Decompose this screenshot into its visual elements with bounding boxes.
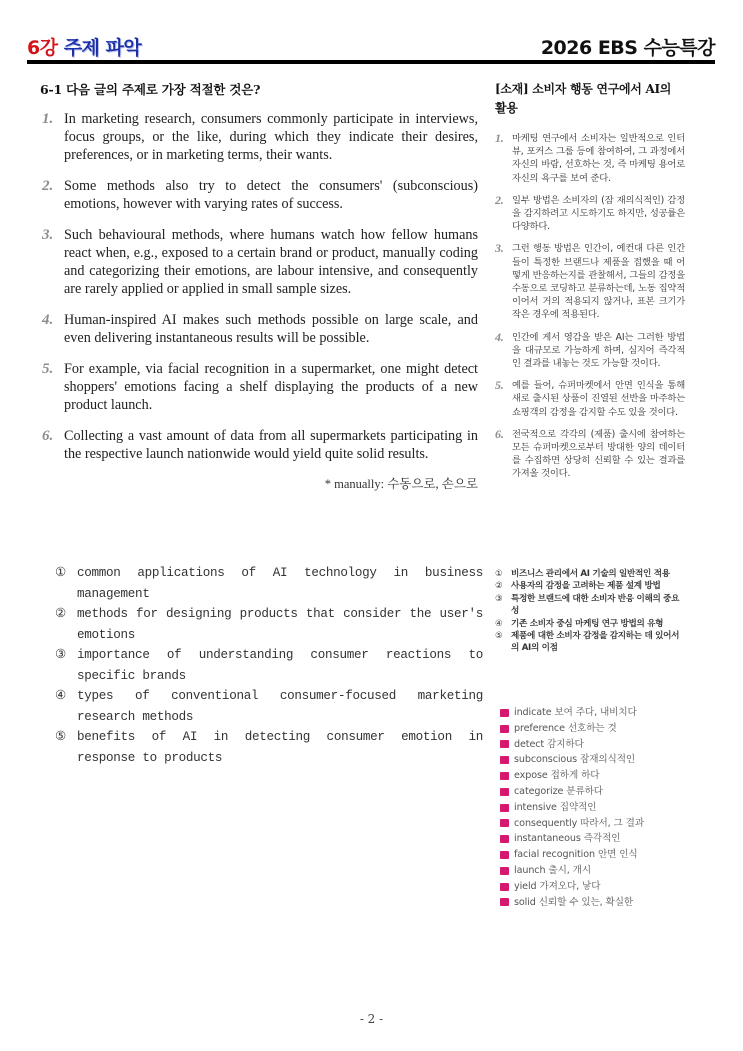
sentence-text: Human-inspired AI makes such methods possible on large scale, and even delivering instantaneous results will be possible.: [64, 312, 478, 346]
sentence-number: 5.: [495, 378, 504, 393]
lesson-topic: 주제 파악: [57, 37, 142, 59]
square-bullet-icon: [500, 883, 509, 891]
sentence-text: 예를 들어, 슈퍼마켓에서 안면 인식을 통해 새로 출시된 상품이 진열된 선반을 마주하는 쇼핑객의 감정을 감지할 수도 있을 것이다.: [512, 380, 685, 418]
passage-sentence-1: [40, 110, 478, 164]
option-text: 사용자의 감정을 고려하는 제품 설계 방법: [511, 581, 661, 592]
translated-option-5: [495, 630, 685, 655]
square-bullet-icon: [500, 867, 509, 875]
vocab-meaning: 즉각적인: [583, 833, 621, 845]
vocab-meaning: 집약적인: [559, 801, 597, 813]
square-bullet-icon: [500, 709, 509, 717]
sentence-number: 2.: [495, 192, 504, 207]
sentence-text: 전국적으로 각각의 (제품) 출시에 참여하는 모든 슈퍼마켓으로부터 방대한 양의 데이터를 수집하면 상당히 신뢰할 수 있는 결과를 가져올 것이다.: [512, 428, 685, 480]
sentence-text: Such behavioural methods, where humans watch how fellow humans react when, e.g., exposed to a certain brand or product, manually coding and categorizing their emotions, are labour intensive, and consequently are rarely applied or applied in small sample sizes.: [64, 227, 478, 297]
option-text: 기존 소비자 중심 마케팅 연구 방법의 유형: [511, 618, 664, 629]
option-text: types of conventional consumer-focused marketing research methods: [77, 689, 483, 724]
square-bullet-icon: [500, 725, 509, 733]
question-prompt: 6-1 다음 글의 주제로 가장 적절한 것은?: [40, 82, 261, 97]
translation-sentence-2: [495, 194, 685, 234]
passage-sentence-4: [40, 311, 478, 347]
vocab-item: [500, 705, 700, 721]
sentence-number: 1.: [42, 111, 54, 127]
lesson-title: [27, 33, 483, 60]
sentence-text: Some methods also try to detect the consumers' (subconscious) emotions, however with varying rates of success.: [64, 178, 478, 212]
answer-option-4[interactable]: [55, 686, 483, 727]
sentence-text: 그런 행동 방법은 인간이, 예컨대 다른 인간들이 특정한 브랜드나 제품을 접했을 때 어떻게 반응하는지를 관찰해서, 그들의 감정을 수동으로 코딩하고 분류하는데, 노동 집약적이어서 거의 적용되지 않거나, 표본 크기가 작은 경우에 적용된다.: [512, 243, 685, 321]
option-marker: ①: [55, 566, 66, 580]
sentence-text: 마케팅 연구에서 소비자는 일반적으로 인터뷰, 포커스 그룹 등에 참여하여, 그 과정에서 자신의 바람, 선호하는 것, 즉 마케팅 용어로 자신의 욕구를 보여 준다.: [512, 133, 685, 184]
vocab-word: launch: [514, 864, 546, 876]
sentence-number: 3.: [42, 227, 54, 243]
vocab-item: [500, 721, 700, 737]
passage-sentence-3: [40, 226, 478, 298]
answer-option-3[interactable]: [55, 645, 483, 686]
translated-option-3: [495, 593, 685, 618]
sentence-number: 6.: [495, 426, 504, 441]
option-text: methods for designing products that consider the user's emotions: [77, 607, 483, 642]
sentence-number: 2.: [42, 178, 54, 194]
sentence-number: 4.: [495, 329, 504, 344]
sentence-text: 인간에 게서 영감을 받은 AI는 그러한 방법을 대규모로 가능하게 하며, 심지어 즉각적인 결과를 내놓는 것도 가능할 것이다.: [512, 331, 685, 370]
translation-sentence-5: [495, 379, 685, 419]
passage-column: [40, 80, 478, 492]
vocab-meaning: 잠재의식적인: [580, 754, 636, 766]
option-marker: ⑤: [495, 631, 503, 642]
vocab-word: indicate: [514, 707, 552, 718]
translation-column: [495, 80, 685, 490]
vocab-word: categorize: [514, 785, 564, 797]
vocab-item: [500, 863, 700, 879]
sentence-number: 3.: [495, 241, 504, 256]
sentence-number: 1.: [495, 131, 504, 145]
sentence-number: 4.: [42, 312, 54, 328]
vocab-meaning: 보여 주다, 내비치다: [554, 707, 637, 718]
vocab-word: consequently: [514, 817, 578, 829]
vocab-item: [500, 831, 700, 847]
vocab-item: [500, 768, 700, 784]
vocabulary-list: [500, 705, 700, 910]
option-marker: ②: [55, 607, 66, 621]
translated-option-2: [495, 580, 685, 592]
vocab-word: facial recognition: [514, 849, 595, 861]
vocab-item: [500, 847, 700, 863]
square-bullet-icon: [500, 788, 509, 796]
sentence-number: 5.: [42, 361, 54, 377]
translation-sentence-4: [495, 331, 685, 371]
answer-option-5[interactable]: [55, 727, 483, 768]
footnote: * manually: 수동으로, 손으로: [324, 477, 478, 491]
vocab-word: intensive: [514, 801, 557, 813]
book-header: [483, 33, 715, 63]
vocab-item: [500, 800, 700, 816]
translation-sentence-3: [495, 242, 685, 321]
answer-option-1[interactable]: [55, 563, 483, 604]
square-bullet-icon: [500, 740, 509, 748]
option-text: importance of understanding consumer reactions to specific brands: [77, 648, 483, 683]
option-text: common applications of AI technology in business management: [77, 566, 483, 601]
vocab-item: [500, 816, 700, 832]
vocab-meaning: 선호하는 것: [567, 722, 617, 734]
option-marker: ④: [495, 618, 503, 629]
vocab-word: yield: [514, 880, 537, 892]
vocab-item: [500, 737, 700, 753]
sentence-text: In marketing research, consumers commonly participate in interviews, focus groups, or the like, during which they indicate their desires, preferences, or in marketing terms, their wants.: [64, 111, 478, 163]
option-marker: ⑤: [55, 730, 66, 744]
vocab-word: preference: [514, 722, 565, 734]
translated-option-1: [495, 568, 685, 580]
square-bullet-icon: [500, 772, 509, 780]
square-bullet-icon: [500, 819, 509, 827]
option-marker: ①: [495, 569, 503, 579]
lesson-number: 6강: [27, 37, 58, 59]
option-marker: ②: [495, 581, 503, 592]
vocab-item: [500, 784, 700, 800]
translation-sentence-6: [495, 428, 685, 481]
vocab-item: [500, 895, 700, 911]
option-text: 특정한 브랜드에 대한 소비자 반응 이해의 중요성: [511, 593, 680, 617]
translated-option-4: [495, 618, 685, 630]
header-rule: [27, 60, 715, 64]
sentence-text: Collecting a vast amount of data from all supermarkets participating in the respective launch nationwide would yield quite solid results.: [64, 428, 478, 462]
option-text: benefits of AI in detecting consumer emotion in response to products: [77, 730, 483, 765]
answer-option-2[interactable]: [55, 604, 483, 645]
square-bullet-icon: [500, 898, 509, 906]
square-bullet-icon: [500, 851, 509, 859]
vocab-word: subconscious: [514, 754, 578, 766]
option-marker: ③: [495, 593, 503, 604]
option-text: 비즈니스 관리에서 AI 기술의 일반적인 적용: [511, 569, 670, 579]
option-text: 제품에 대한 소비자 감정을 감지하는 데 있어서의 AI의 이점: [511, 631, 680, 654]
page-number: - 2 -: [359, 1012, 384, 1026]
book-title: 2026 EBS 수능특강: [540, 37, 715, 59]
sentence-text: 일부 방법은 소비자의 (잠 재의식적인) 감정을 감지하려고 시도하기도 하지만, 성공률은 다양하다.: [512, 194, 685, 233]
passage-sentence-6: [40, 427, 478, 463]
passage-sentence-5: [40, 360, 478, 414]
vocab-item: [500, 879, 700, 895]
vocab-meaning: 접하게 하다: [550, 770, 600, 782]
square-bullet-icon: [500, 756, 509, 764]
vocab-word: solid: [514, 896, 536, 908]
page-header: [27, 33, 483, 63]
vocab-meaning: 가져오다, 낳다: [539, 880, 601, 892]
vocab-word: instantaneous: [514, 833, 581, 845]
vocab-meaning: 따라서, 그 결과: [580, 817, 644, 829]
vocab-meaning: 감지하다: [547, 738, 584, 750]
translated-options: [495, 568, 685, 655]
passage-sentence-2: [40, 177, 478, 213]
translation-heading: [소재] 소비자 행동 연구에서 AI의 활용: [495, 82, 672, 115]
vocab-word: detect: [514, 738, 545, 750]
sentence-number: 6.: [42, 428, 54, 444]
vocab-meaning: 출시, 개시: [548, 864, 591, 876]
vocab-word: expose: [514, 770, 548, 782]
square-bullet-icon: [500, 835, 509, 843]
vocab-meaning: 안면 인식: [597, 849, 638, 861]
vocab-meaning: 분류하다: [566, 785, 603, 797]
answer-options: [55, 563, 483, 768]
option-marker: ④: [55, 689, 66, 703]
vocab-item: [500, 752, 700, 768]
vocab-meaning: 신뢰할 수 있는, 확실한: [538, 896, 634, 908]
translation-sentence-1: [495, 132, 685, 185]
square-bullet-icon: [500, 804, 509, 812]
sentence-text: For example, via facial recognition in a supermarket, one might detect shoppers' emotions facing a shelf displaying the products of a new product launch.: [64, 361, 478, 413]
option-marker: ③: [55, 648, 66, 662]
